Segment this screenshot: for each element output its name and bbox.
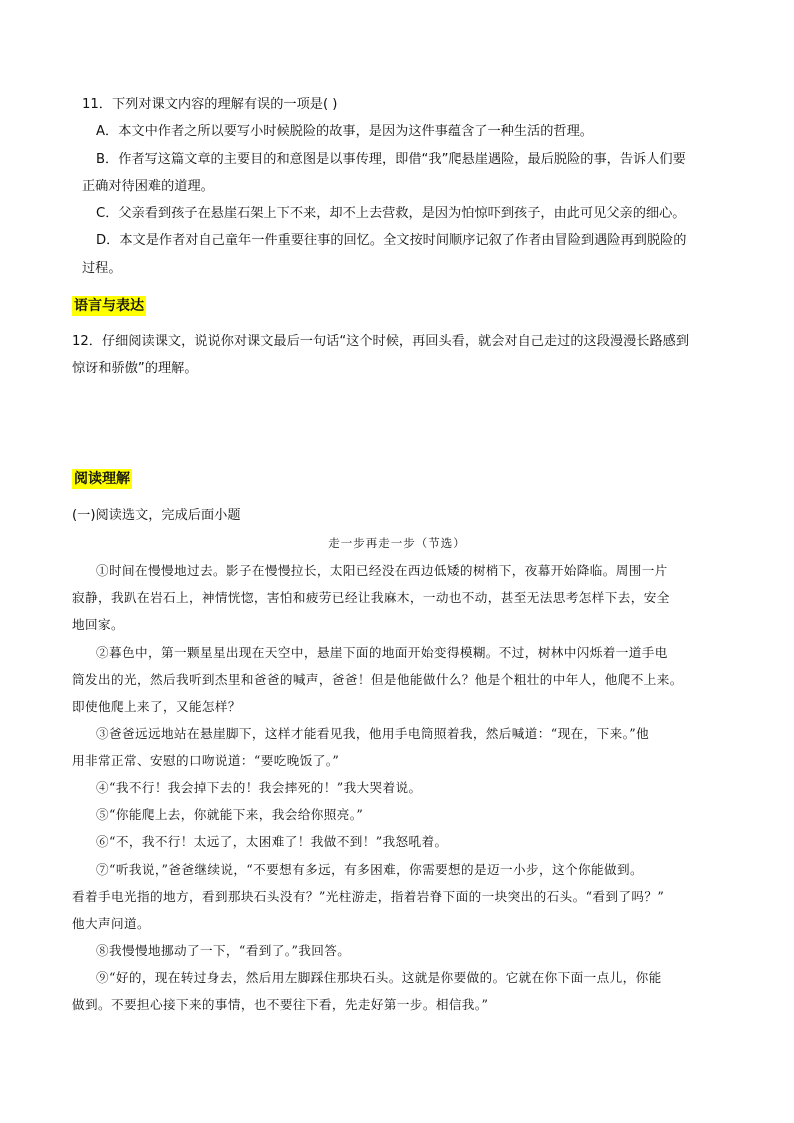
passage-p7-line3: 他大声问道。 <box>72 916 150 931</box>
passage-p2-line1: ②暮色中，第一颗星星出现在天空中，悬崖下面的地面开始变得模糊。不过，树林中闪烁着一道手电 <box>96 645 668 660</box>
passage-p7-line2: 看着手电光指的地方，看到那块石头没有？”光柱游走，指着岩脊下面的一块突出的石头。“看到了吗？” <box>72 889 665 904</box>
passage-p4: ④“我不行！我会掉下去的！我会摔死的！”我大哭着说。 <box>96 780 422 795</box>
passage-p3-line1: ③爸爸远远地站在悬崖脚下，这样才能看见我，他用手电筒照着我，然后喊道：“现在，下来。”他 <box>96 726 650 741</box>
q11-stem: 11．下列对课文内容的理解有误的一项是( ) <box>82 97 338 112</box>
passage-p2-line3: 即使他爬上来了，又能怎样？ <box>72 699 241 714</box>
passage-p9-line2: 做到。不要担心接下来的事情，也不要往下看，先走好第一步。相信我。” <box>72 997 489 1012</box>
passage-p6: ⑥“不，我不行！太远了，太困难了！我做不到！”我怒吼着。 <box>96 834 448 849</box>
passage-p8: ⑧我慢慢地挪动了一下，“看到了。”我回答。 <box>96 943 351 958</box>
passage-p1-line2: 寂静，我趴在岩石上，神情恍惚，害怕和疲劳已经让我麻木，一动也不动，甚至无法思考怎样下去，安全 <box>72 590 670 605</box>
section-heading-language: 语言与表达 <box>74 298 144 314</box>
passage-p1-line3: 地回家。 <box>72 617 124 632</box>
passage-title: 走一步再走一步（节选） <box>328 536 466 550</box>
passage-p5: ⑤“你能爬上去，你就能下来，我会给你照亮。” <box>96 807 364 822</box>
q11-option-b-line2: 正确对待困难的道理。 <box>82 179 214 194</box>
passage-p7-line1: ⑦“听我说，”爸爸继续说，“不要想有多远，有多困难，你需要想的是迈一小步，这个你能做到。 <box>96 862 643 877</box>
passage-p9-line1: ⑨“好的，现在转过身去，然后用左脚踩住那块石头。这就是你要做的。它就在你下面一点儿，你能 <box>96 970 662 985</box>
q11-option-a: A．本文中作者之所以要写小时候脱险的故事，是因为这件事蕴含了一种生活的哲理。 <box>96 124 593 139</box>
section-heading-reading: 阅读理解 <box>74 471 130 487</box>
q11-option-d-line1: D．本文是作者对自己童年一件重要往事的回忆。全文按时间顺序记叙了作者由冒险到遇险再到脱险的 <box>96 233 687 248</box>
passage-p2-line2: 筒发出的光，然后我听到杰里和爸爸的喊声，爸爸！但是他能做什么？他是个粗壮的中年人，他爬不上来。 <box>72 672 683 687</box>
q11-option-d-line2: 过程。 <box>82 261 122 276</box>
passage-p1-line1: ①时间在慢慢地过去。影子在慢慢拉长，太阳已经没在西边低矮的树梢下，夜幕开始降临。周围一片 <box>96 563 668 578</box>
passage-p3-line2: 用非常正常、安慰的口吻说道：“要吃晚饭了。” <box>72 753 340 768</box>
q11-option-c: C．父亲看到孩子在悬崖石架上下不来，却不上去营救，是因为怕惊吓到孩子，由此可见父亲的细心。 <box>96 206 686 221</box>
q12-line2: 惊讶和骄傲”的理解。 <box>72 361 198 376</box>
q12-line1: 12．仔细阅读课文，说说你对课文最后一句话“这个时候，再回头看，就会对自己走过的这段漫漫长路感到 <box>72 334 690 349</box>
q11-option-b-line1: B．作者写这篇文章的主要目的和意图是以事传理，即借“我”爬悬崖遇险，最后脱险的事，告诉人们要 <box>96 152 686 167</box>
reading-intro: (一)阅读选文，完成后面小题 <box>72 508 241 523</box>
